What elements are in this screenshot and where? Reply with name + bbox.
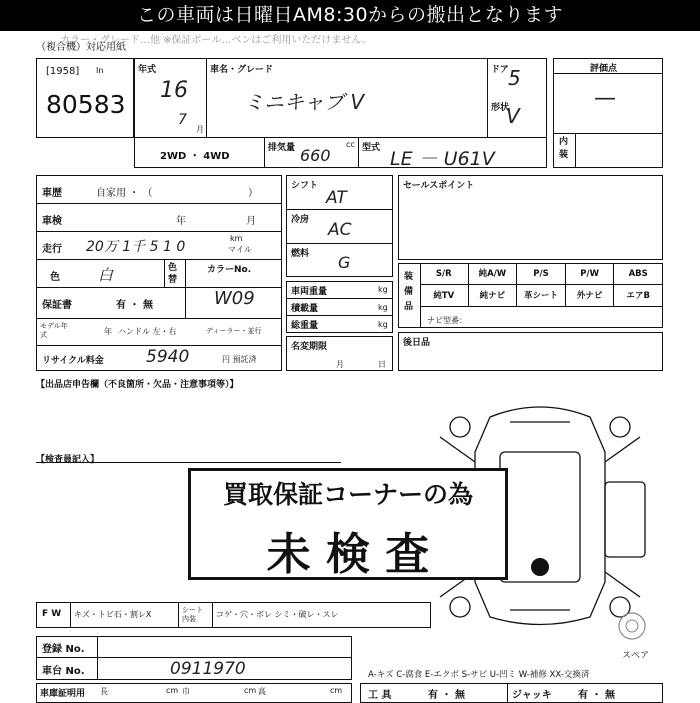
equipment-item: 外ナビ bbox=[566, 285, 615, 307]
recycle-label: リサイクル料金 bbox=[42, 356, 104, 366]
weight-kg-3: kg bbox=[378, 320, 388, 329]
model-year-unit: 年 bbox=[104, 327, 112, 336]
equipment-item: 革シート bbox=[517, 285, 566, 307]
sales-point-label: セールスポイント bbox=[403, 181, 475, 191]
capacity-label: 積載量 bbox=[291, 304, 319, 314]
year-value: 16 bbox=[160, 78, 188, 103]
spare-tire-icon bbox=[616, 610, 648, 642]
damage-legend: A-キズ C-腐食 E-エクボ S-サビ U-凹ミ W-補修 XX-交換済 bbox=[368, 670, 590, 680]
tools-label: 工 具 bbox=[368, 690, 392, 701]
displacement-value: 660 bbox=[300, 146, 331, 165]
name-change-label: 名変期限 bbox=[291, 342, 328, 352]
length-unit: cm bbox=[166, 686, 179, 695]
equipment-item: エアB bbox=[614, 285, 663, 307]
mileage-value: 20万 1千 5 1 0 bbox=[86, 239, 186, 255]
inspector-label: 【検査員記入】 bbox=[36, 455, 100, 465]
weight-kg-1: kg bbox=[378, 285, 388, 294]
displacement-label: 排気量 bbox=[268, 143, 296, 153]
ac-value: AC bbox=[328, 220, 352, 240]
seat-items: コゲ・穴・ボレ シミ・破レ・スレ bbox=[216, 610, 339, 619]
lot-code: [1958] bbox=[46, 66, 80, 77]
model-label: 型式 bbox=[362, 143, 381, 153]
fuel-value: G bbox=[338, 253, 351, 272]
length-label: 長 bbox=[100, 687, 108, 696]
shape-value: V bbox=[506, 104, 520, 128]
stamp-line1: 買取保証コーナーの為 bbox=[222, 480, 473, 509]
seat-label: シート内装 bbox=[182, 606, 203, 623]
history-label: 車歴 bbox=[42, 188, 62, 199]
equipment-item: S/R bbox=[420, 263, 469, 285]
color-no-value: W09 bbox=[214, 288, 255, 309]
after-items-label: 後日品 bbox=[403, 338, 431, 348]
fw-items: キズ・トビ石・割レX bbox=[74, 610, 152, 619]
rating-label: 評価点 bbox=[590, 64, 618, 74]
jack-label: ジャッキ bbox=[512, 690, 552, 701]
equipment-item: 純TV bbox=[420, 285, 469, 307]
warranty-value: 有 ・ 無 bbox=[116, 300, 153, 311]
after-items-box bbox=[398, 332, 663, 371]
width-label: 巾 bbox=[182, 687, 190, 696]
equipment-item: P/S bbox=[517, 263, 566, 285]
stamp-line2: 未 検 査 bbox=[266, 529, 430, 580]
mileage-label: 走行 bbox=[42, 244, 62, 255]
inspection-year: 年 bbox=[176, 216, 186, 227]
notes-label: 【出品店申告欄（不良箇所・欠品・注意事項等）】 bbox=[36, 380, 239, 390]
width-unit: cm bbox=[244, 686, 257, 695]
total-weight-label: 総重量 bbox=[291, 321, 319, 331]
dealer-label: ディーラー・並行 bbox=[206, 327, 262, 335]
spare-label: スペア bbox=[622, 651, 650, 661]
shape-label: 形状 bbox=[491, 103, 510, 113]
rating-value: — bbox=[594, 86, 616, 111]
model-year-label: モデル年式 bbox=[40, 322, 68, 339]
year-label: 年式 bbox=[138, 65, 157, 75]
banner: この車両は日曜日AM8:30からの搬出となります bbox=[0, 0, 700, 31]
door-label: ドア bbox=[491, 65, 509, 75]
name-change-day: 日 bbox=[378, 360, 386, 369]
model-value: LE － U61V bbox=[390, 148, 495, 170]
cc-unit: cc bbox=[346, 140, 355, 149]
navi-type-label: ナビ型番： bbox=[427, 316, 467, 325]
inspection-month: 月 bbox=[246, 216, 256, 227]
month-unit: 月 bbox=[196, 125, 204, 134]
color-label: 色 bbox=[50, 272, 60, 283]
history-value: 自家用 ・ （ bbox=[96, 188, 153, 199]
equipment-item: 純ナビ bbox=[469, 285, 518, 307]
drive-label: 2WD ・ 4WD bbox=[160, 151, 230, 162]
height-label: 高 bbox=[258, 687, 266, 696]
fuel-label: 燃料 bbox=[291, 249, 310, 259]
weight-kg-2: kg bbox=[378, 303, 388, 312]
shift-label: シフト bbox=[291, 181, 319, 191]
month-value: 7 bbox=[178, 112, 187, 128]
door-value: 5 bbox=[508, 66, 521, 90]
inspection-label: 車検 bbox=[42, 216, 62, 227]
header-faded-text: カラー・グレード…他 ※保証ポール…ベンはご利用いただけません。 bbox=[60, 35, 372, 46]
recycle-value: 5940 bbox=[146, 347, 190, 367]
garage-cert-label: 車庫証明用 bbox=[40, 689, 86, 699]
chassis-label: 車台 No. bbox=[42, 666, 85, 677]
ac-label: 冷房 bbox=[291, 215, 310, 225]
lot-number: 80583 bbox=[46, 90, 126, 119]
jack-value: 有 ・ 無 bbox=[578, 690, 615, 701]
equipment-item: ABS bbox=[614, 263, 663, 285]
vehicle-weight-label: 車両重量 bbox=[291, 287, 328, 297]
history-paren: ） bbox=[248, 188, 258, 199]
name-change-month: 月 bbox=[336, 360, 344, 369]
color-no-label: カラーNo. bbox=[207, 265, 252, 275]
height-unit: cm bbox=[330, 686, 343, 695]
lot-tail: In bbox=[96, 66, 104, 75]
handle-label: ハンドル 左・右 bbox=[118, 327, 177, 336]
km-unit: km bbox=[230, 234, 243, 243]
warranty-label: 保証書 bbox=[42, 300, 72, 311]
mile-unit: マイル bbox=[228, 245, 252, 254]
fw-label: F W bbox=[42, 609, 62, 619]
equipment-item: P/W bbox=[566, 263, 615, 285]
shift-value: AT bbox=[326, 188, 347, 208]
form-subtitle: （複合機）対応用紙 bbox=[36, 42, 126, 53]
tools-value: 有 ・ 無 bbox=[428, 690, 465, 701]
color-change-label: 色替 bbox=[168, 263, 178, 285]
rating-box bbox=[553, 58, 663, 168]
name-grade-label: 車名・グレード bbox=[210, 65, 274, 75]
recycle-unit: 円 預託済 bbox=[222, 355, 257, 364]
reg-no-label: 登録 No. bbox=[42, 644, 85, 655]
equipment-item: 純A/W bbox=[469, 263, 518, 285]
chassis-value: 0911970 bbox=[170, 659, 246, 679]
equipment-label: 装備品 bbox=[404, 272, 414, 312]
color-value: 白 bbox=[98, 266, 114, 284]
interior-label: 内装 bbox=[559, 137, 569, 160]
car-name-value: ミニキャブ V bbox=[244, 90, 365, 114]
